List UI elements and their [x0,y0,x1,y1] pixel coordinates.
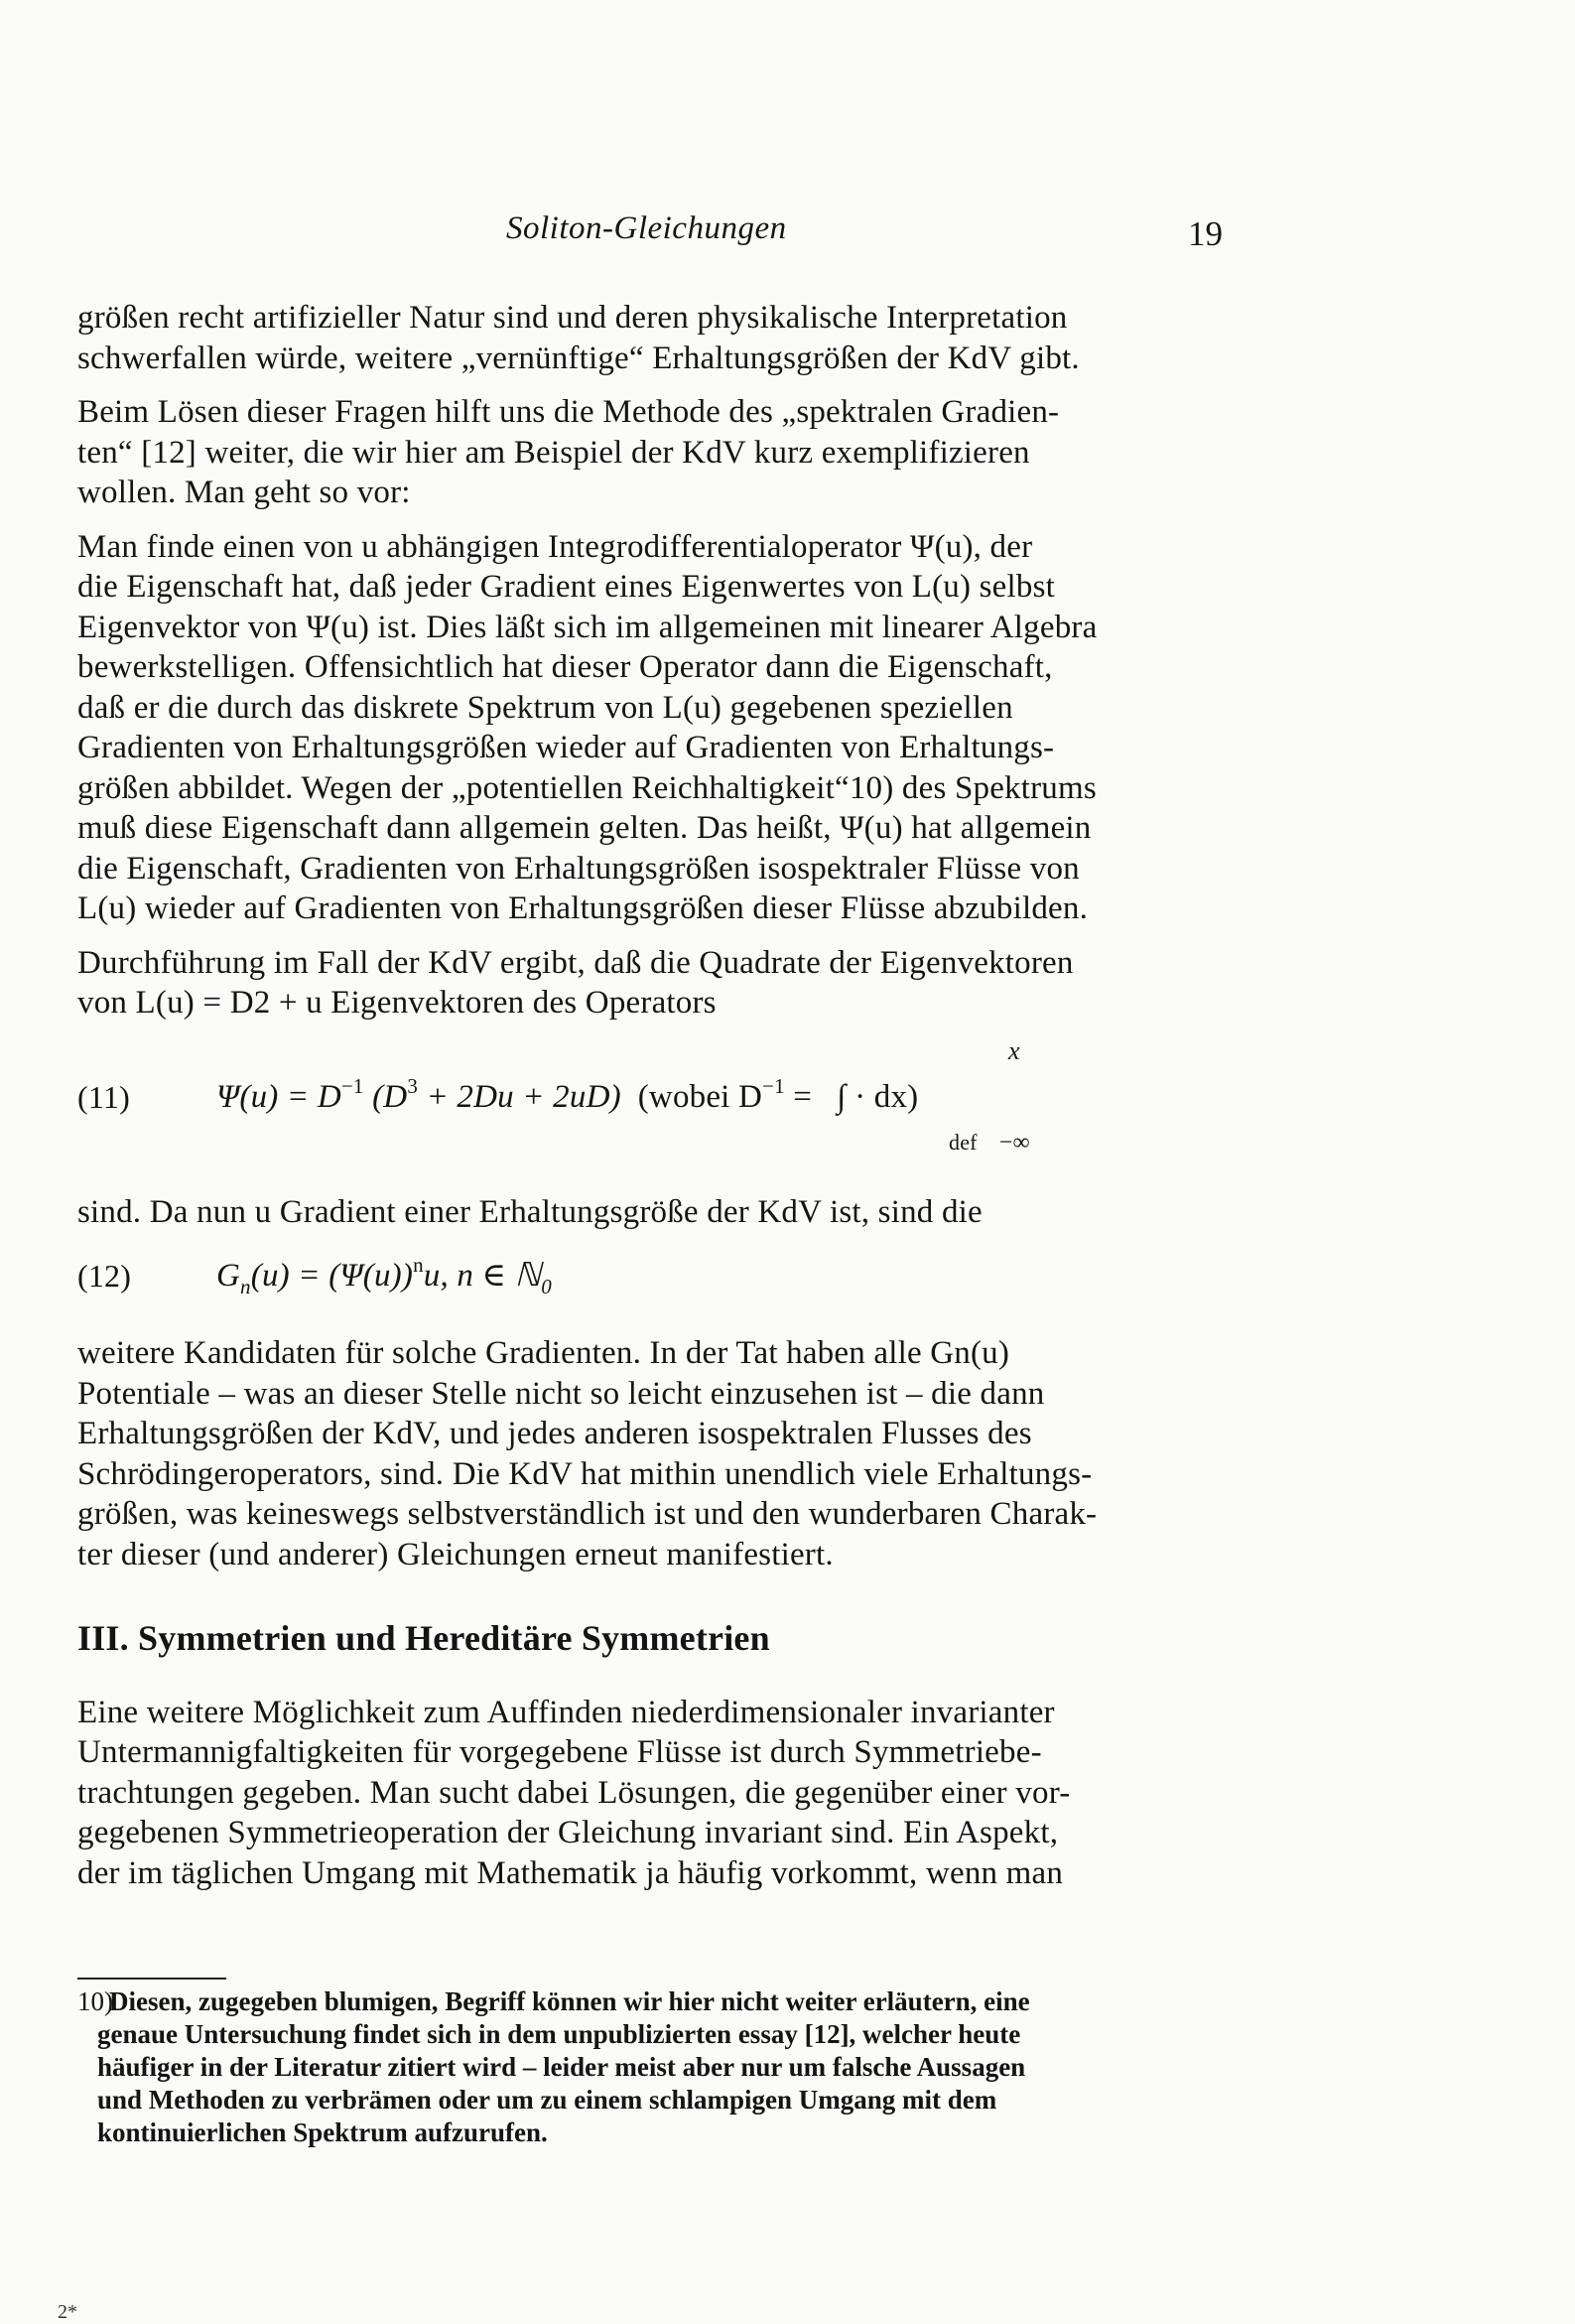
text-line: bewerkstelligen. Offensichtlich hat dieser Operator dann die Eigenschaft, [77,649,1053,685]
paragraph-5 [77,1192,1248,1233]
paragraph-4 [77,943,1248,1024]
text-line: Gradienten von Erhaltungsgrößen wieder auf Gradienten von Erhaltungs- [77,730,1055,765]
equation-body: $\Psi(u) = D^{-1}$ $(D^3 + 2Du + 2uD)$ (wobei $D^{-1}$ = ∫ · dx) [216,1073,919,1115]
page-number: 19 [1188,214,1223,253]
footnote-line: und Methoden zu verbrämen oder um zu einem schlampigen Umgang mit dem [97,2085,997,2115]
paragraph-3 [77,527,1248,929]
text-line: daß er die durch das diskrete Spektrum von L(u) gegebenen speziellen [77,689,1013,726]
equation-label: (12) [77,1258,132,1294]
text-line: größen, was keineswegs selbstverständlich ist und den wunderbaren Charak- [77,1496,1098,1532]
text-line: sind. Da nun u Gradient einer Erhaltungsgröße der KdV ist, sind die [77,1193,983,1230]
text-line: ter dieser (und anderer) Gleichungen erneut manifestiert. [77,1536,834,1572]
paragraph-6 [77,1333,1248,1574]
text-line: schwerfallen würde, weitere „vernünftige“ Erhaltungsgrößen der KdV gibt. [77,340,1080,376]
footnote-marker: 10) [77,1986,113,2016]
paragraph-1 [77,298,1248,378]
footnote-line: häufiger in der Literatur zitiert wird – leider meist aber nur um falsche Aussagen [97,2052,1026,2082]
equation-12 [77,1250,1248,1313]
text-line: die Eigenschaft, Gradienten von Erhaltungsgrößen isospektraler Flüsse von [77,850,1080,887]
running-title: Soliton-Gleichungen [506,210,787,246]
text-line: Durchführung im Fall der KdV ergibt, daß die Quadrate der Eigenvektoren [77,944,1074,981]
footnote [77,1985,1189,2149]
text-line: Eigenvektor von Ψ(u) ist. Dies läßt sich im allgemeinen mit linearer Algebra [77,609,1098,645]
text-line: trachtungen gegeben. Man sucht dabei Lösungen, die gegenüber einer vor- [77,1774,1071,1811]
footnote-line: genaue Untersuchung findet sich in dem unpublizierten essay [12], welcher heute [97,2019,1021,2049]
text-line: weitere Kandidaten für solche Gradienten. In der Tat haben alle Gn(u) [77,1335,1010,1371]
text-line: Schrödingeroperators, sind. Die KdV hat mithin unendlich viele Erhaltungs- [77,1455,1093,1492]
text-line: Potentiale – was an dieser Stelle nicht so leicht einzusehen ist – die dann [77,1375,1045,1412]
text-line: von L(u) = D2 + u Eigenvektoren des Operators [77,985,717,1021]
text-line: Erhaltungsgrößen der KdV, und jedes anderen isospektralen Flusses des [77,1416,1032,1451]
equation-label: (11) [77,1078,130,1115]
body-text [77,298,1248,1907]
text-line: Untermannigfaltigkeiten für vorgegebene Flüsse ist durch Symmetriebe- [77,1734,1042,1770]
text-line: die Eigenschaft hat, daß jeder Gradient eines Eigenwertes von L(u) selbst [77,569,1056,605]
paragraph-7 [77,1693,1248,1894]
text-line: Man finde einen von u abhängigen Integrodifferentialoperator Ψ(u), der [77,528,1033,565]
integral-upper-limit: x [1008,1035,1020,1065]
text-line: Eine weitere Möglichkeit zum Auffinden niederdimensionaler invarianter [77,1694,1055,1730]
footnote-rule [77,1978,226,1980]
integral-lower-limit: def −∞ [949,1129,1030,1156]
text-line: der im täglichen Umgang mit Mathematik ja häufig vorkommt, wenn man [77,1854,1064,1891]
equation-body: $G_n(u) = (\Psi(u))^nu$, n ∈ ℕ$_0$ [216,1253,552,1299]
running-head [0,210,1575,260]
text-line: größen recht artifizieller Natur sind und deren physikalische Interpretation [77,300,1068,336]
text-line: wollen. Man geht so vor: [77,475,411,510]
text-line: ten“ [12] weiter, die wir hier am Beispiel der KdV kurz exemplifizieren [77,434,1030,471]
text-line: L(u) wieder auf Gradienten von Erhaltungsgrößen dieser Flüsse abzubilden. [77,890,1089,926]
equation-11 [77,1035,1248,1170]
section-heading: III. Symmetrien und Hereditäre Symmetrien [77,1618,770,1658]
paragraph-2 [77,392,1248,513]
text-line: gegebenen Symmetrieoperation der Gleichung invariant sind. Ein Aspekt, [77,1815,1059,1850]
text-line: größen abbildet. Wegen der „potentiellen Reichhaltigkeit“10) des Spektrums [77,769,1097,806]
text-line: Beim Lösen dieser Fragen hilft uns die Methode des „spektralen Gradien- [77,394,1060,430]
signature-mark: 2* [58,2301,77,2323]
footnote-line: 10)Diesen, zugegeben blumigen, Begriff können wir hier nicht weiter erläutern, eine [77,1986,1030,2016]
integral-sign: ∫ [837,1078,847,1115]
footnote-line: kontinuierlichen Spektrum aufzurufen. [97,2118,548,2147]
text-line: muß diese Eigenschaft dann allgemein gelten. Das heißt, Ψ(u) hat allgemein [77,810,1092,846]
